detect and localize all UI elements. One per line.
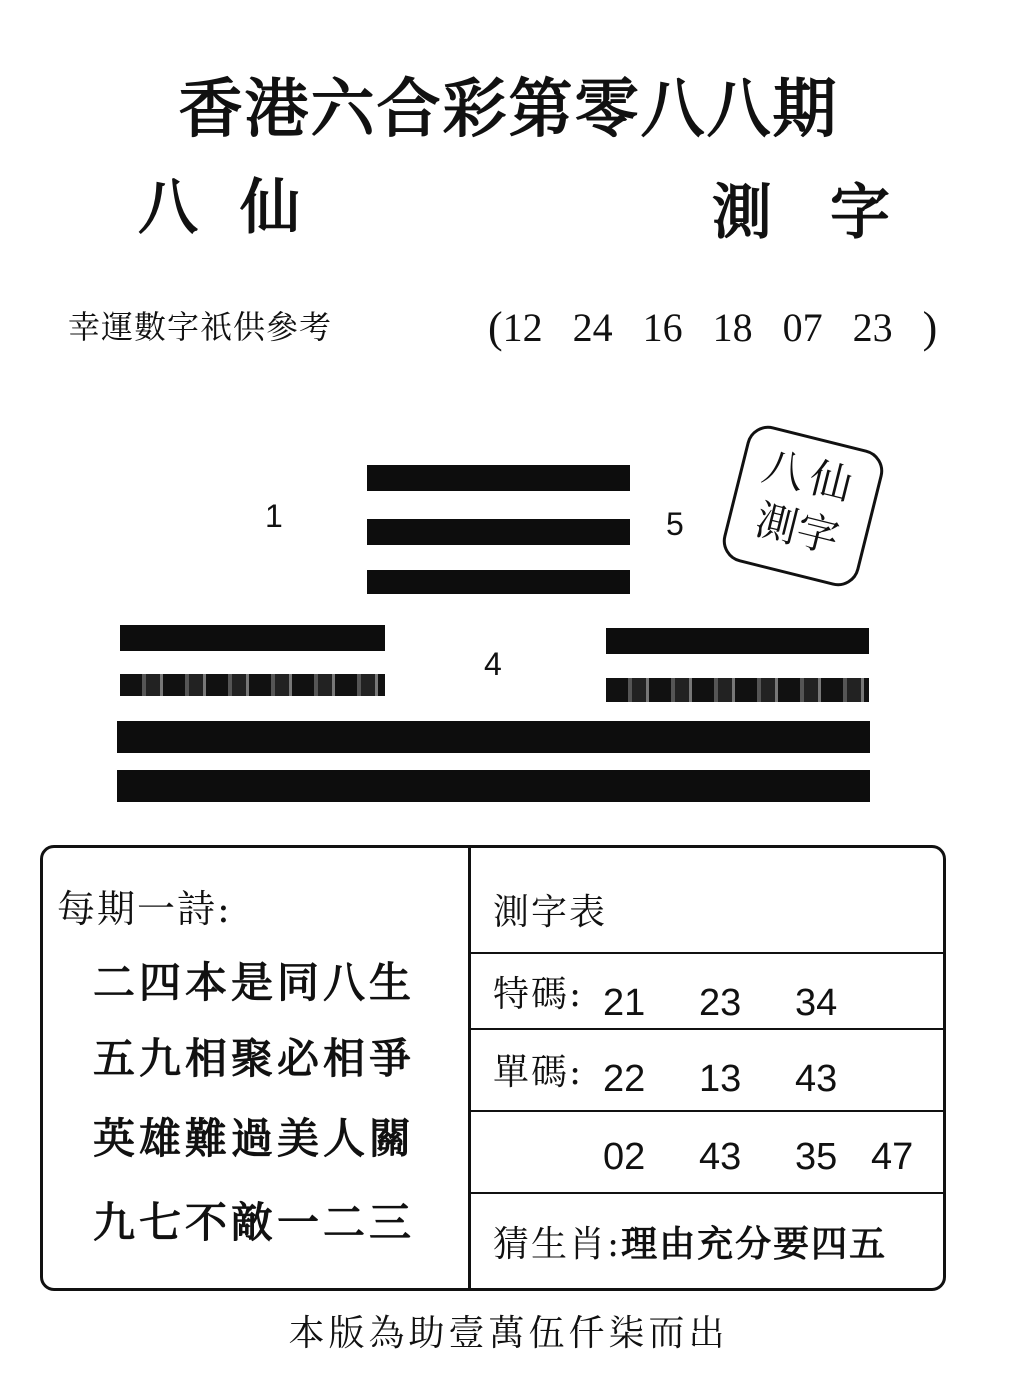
code-value: 47 — [871, 1136, 914, 1178]
full-bar — [117, 721, 870, 753]
lucky-number: 16 — [642, 305, 683, 350]
poem-line: 五九相聚必相爭 — [93, 1034, 416, 1083]
footer-note: 本版為助壹萬伍仟柒而出 — [288, 1313, 729, 1354]
right-heading: 測字 — [712, 178, 948, 248]
trigram-top-bar — [367, 570, 630, 594]
trigram-top-bar — [367, 519, 630, 545]
poem-line: 二四本是同八生 — [93, 958, 416, 1007]
code-value: 02 — [603, 1136, 646, 1178]
poem-line: 英雄難過美人關 — [93, 1114, 416, 1163]
diagram-number: 5 — [666, 506, 684, 542]
zodiac-label: 猜生肖: — [493, 1224, 622, 1265]
seal-stamp — [718, 421, 888, 591]
lucky-number: 23 — [852, 305, 893, 350]
lucky-number: 24 — [572, 305, 613, 350]
lucky-number: 07 — [782, 305, 823, 350]
split-bar-left — [120, 674, 385, 696]
zodiac-guess — [493, 1216, 887, 1267]
poem-line: 九七不敵一二三 — [93, 1198, 416, 1247]
seal-text: 測字 — [750, 494, 844, 563]
code-value: 21 — [603, 982, 646, 1024]
close-paren: ) — [922, 303, 938, 352]
special-code-label: 特碼: — [493, 974, 584, 1015]
extra-code-values — [603, 1136, 967, 1179]
single-code-values — [603, 1058, 891, 1101]
diagram-number: 1 — [265, 498, 283, 534]
row-divider — [471, 1192, 943, 1194]
single-code-label: 單碼: — [493, 1052, 584, 1093]
row-divider — [471, 952, 943, 954]
trigram-top-bar — [367, 465, 630, 491]
code-value: 43 — [699, 1136, 742, 1178]
lucky-number: 18 — [712, 305, 753, 350]
seal-text: 八仙 — [757, 441, 863, 512]
left-heading: 八仙 — [138, 173, 342, 243]
lucky-numbers-label: 幸運數字祇供參考 — [68, 308, 333, 346]
lucky-number: 12 — [502, 305, 543, 350]
row-divider — [471, 1110, 943, 1112]
diagram-number: 4 — [484, 646, 502, 682]
lucky-numbers — [488, 302, 937, 353]
zodiac-answer: 理由充分要四五 — [621, 1223, 888, 1265]
special-code-values — [603, 982, 891, 1025]
code-value: 23 — [699, 982, 742, 1024]
split-bar-right — [606, 628, 869, 654]
poem-title: 每期一詩: — [57, 887, 232, 931]
row-divider — [471, 1028, 943, 1030]
table-title: 測字表 — [493, 892, 608, 933]
code-value: 13 — [699, 1058, 742, 1100]
page-title: 香港六合彩第零八八期 — [178, 72, 839, 147]
split-bar-right — [606, 678, 869, 702]
open-paren: ( — [488, 303, 503, 352]
info-table — [40, 845, 946, 1291]
code-value: 43 — [795, 1058, 838, 1100]
column-divider — [468, 848, 471, 1288]
code-value: 22 — [603, 1058, 646, 1100]
code-value: 34 — [795, 982, 838, 1024]
split-bar-left — [120, 625, 385, 651]
full-bar — [117, 770, 870, 802]
code-value: 35 — [795, 1136, 838, 1178]
